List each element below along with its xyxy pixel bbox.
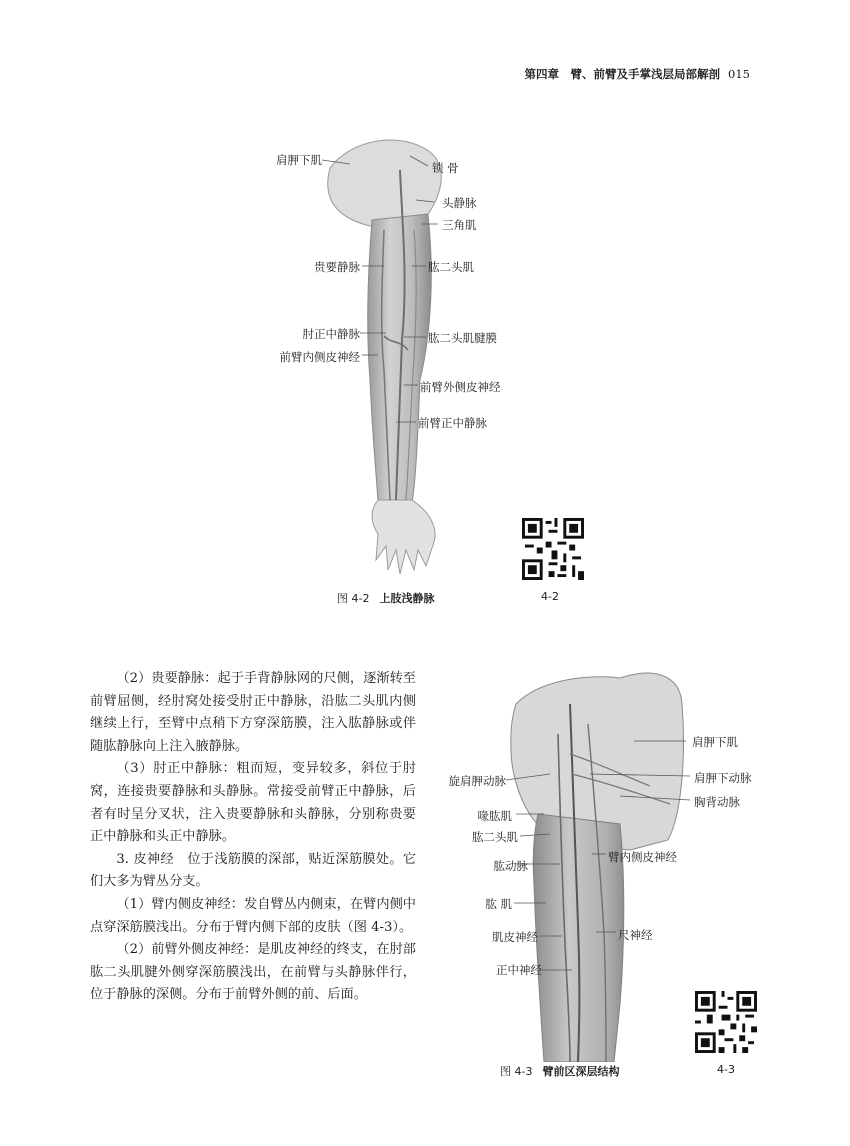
- page-number: 015: [728, 67, 750, 81]
- paragraph-median-cubital-vein: （3）肘正中静脉：粗而短，变异较多，斜位于肘窝，连接贵要静脉和头静脉。常接受前臂正中静脉，后者有时呈分叉状，注入贵要静脉和头静脉，分别称贵要正中静脉和头正中静脉。: [90, 761, 416, 845]
- label-subscapularis-2: 肩胛下肌: [692, 735, 738, 749]
- label-biceps: 肱二头肌: [428, 260, 474, 274]
- label-musculocutaneous-nerve: 肌皮神经: [492, 930, 538, 944]
- paragraph-basilic-vein: （2）贵要静脉：起于手背静脉网的尺侧，逐渐转至前臂屈侧，经肘窝处接受肘正中静脉，沿肱二头肌内侧继续上行，至臂中点稍下方穿深筋膜，注入肱静脉或伴随肱静脉向上注入腋静脉。: [90, 671, 416, 754]
- figure-4-2-caption: [337, 590, 434, 606]
- label-thoracodorsal-artery: 胸背动脉: [694, 795, 740, 809]
- label-circumflex-scapular-artery: 旋肩胛动脉: [448, 774, 506, 788]
- running-header: [480, 66, 750, 82]
- qr-label-4-2: 4-2: [541, 590, 559, 603]
- label-ulnar-nerve: 尺神经: [618, 928, 653, 942]
- label-bicipital-aponeurosis: 肱二头肌腱膜: [428, 331, 497, 345]
- body-text: [90, 668, 416, 1007]
- label-deltoid: 三角肌: [442, 218, 477, 232]
- label-biceps-2: 肱二头肌: [472, 830, 518, 844]
- label-cephalic-vein: 头静脉: [442, 196, 477, 210]
- paragraph-medial-brachial-cutaneous-nerve: （1）臂内侧皮神经：发自臂丛内侧束，在臂内侧中点穿深筋膜浅出。分布于臂内侧下部的皮肤（图 4-3）。: [90, 896, 416, 935]
- label-subscapular-artery: 肩胛下动脉: [694, 771, 752, 785]
- figure-4-3-caption: [500, 1063, 619, 1079]
- figure-4-2-number: 图 4-2: [337, 592, 370, 605]
- label-median-nerve: 正中神经: [496, 963, 542, 977]
- qr-label-4-3: 4-3: [717, 1063, 735, 1076]
- paragraph-cutaneous-nerves: [90, 849, 416, 894]
- figure-4-3-number: 图 4-3: [500, 1065, 533, 1078]
- label-subscapularis: 肩胛下肌: [276, 153, 322, 167]
- label-median-cubital-vein: 肘正中静脉: [302, 327, 360, 341]
- label-medial-brachial-cutaneous-nerve: 臂内侧皮神经: [608, 850, 677, 864]
- figure-4-2-title: 上肢浅静脉: [379, 592, 435, 605]
- label-medial-antebrachial-cutaneous-nerve: 前臂内侧皮神经: [279, 350, 360, 364]
- paragraph-lateral-antebrachial-cutaneous-nerve: （2）前臂外侧皮神经：是肌皮神经的终支，在肘部肱二头肌腱外侧穿深筋膜浅出，在前臂与头静脉伴行，位于静脉的深侧。分布于前臂外侧的前、后面。: [90, 942, 416, 1003]
- label-brachial-artery: 肱动脉: [493, 859, 528, 873]
- qr-code-4-3[interactable]: [695, 991, 757, 1053]
- section-heading-cutaneous-nerves: 3. 皮神经: [116, 851, 174, 867]
- label-median-antebrachial-vein: 前臂正中静脉: [418, 416, 487, 430]
- label-basilic-vein: 贵要静脉: [314, 260, 360, 274]
- figure-4-3-title: 臂前区深层结构: [542, 1065, 620, 1078]
- label-coracobrachialis: 喙肱肌: [477, 809, 512, 823]
- label-clavicle: 锁 骨: [432, 161, 459, 175]
- qr-code-4-2[interactable]: [522, 518, 584, 580]
- label-lateral-antebrachial-cutaneous-nerve: 前臂外侧皮神经: [420, 380, 501, 394]
- section-text-cutaneous-nerves: 位于浅筋膜的深部，贴近深筋膜处。它们大多为臂丛分支。: [90, 851, 417, 890]
- chapter-title: 第四章 臂、前臂及手掌浅层局部解剖: [524, 67, 721, 81]
- label-brachialis: 肱 肌: [485, 897, 512, 911]
